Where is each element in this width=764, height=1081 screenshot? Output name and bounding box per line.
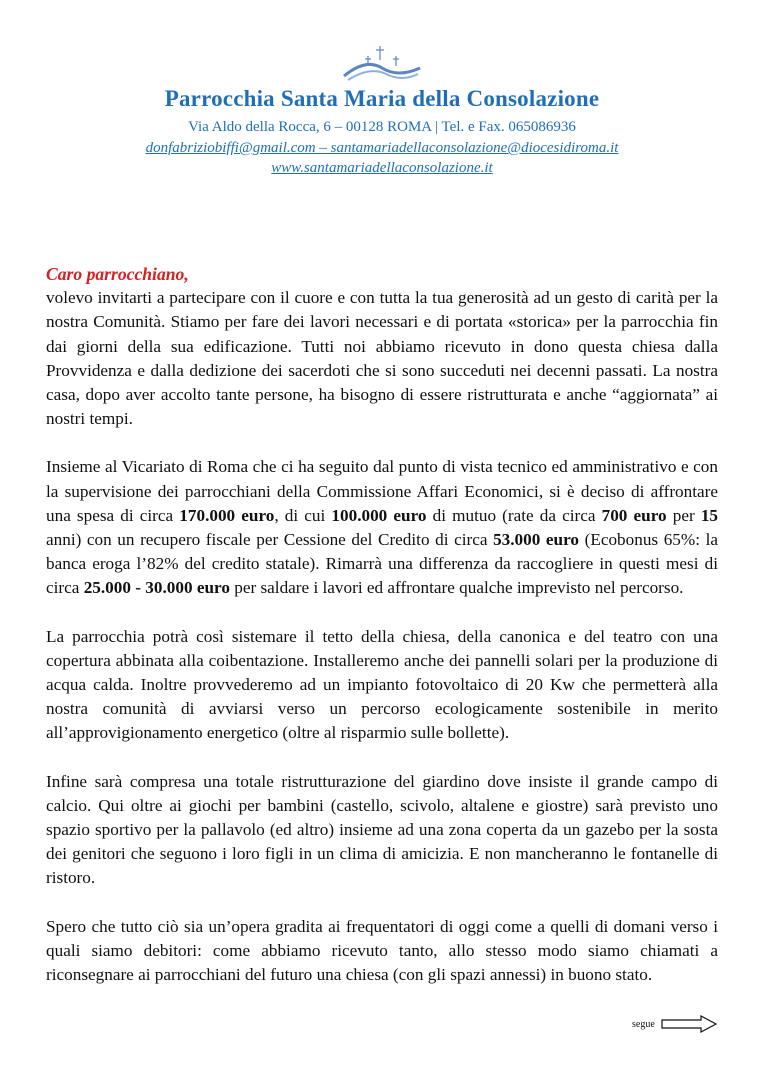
p2-text: per saldare i lavori ed affrontare qualche imprevisto nel percorso. (229, 578, 684, 598)
p2-text: anni) con un recupero fiscale per Cessione del Credito di circa (46, 530, 494, 550)
p2-bold: 700 euro (601, 505, 667, 525)
continue-indicator (632, 1015, 717, 1033)
p2-text: (Ecobonus 65%: la banca eroga l’82% del credito statale). Rimarrà una differenza da raccogliere in questi mesi di circa (46, 530, 718, 598)
paragraph-4: Infine sarà compresa una totale ristrutturazione del giardino dove insiste il grande campo di calcio. Qui oltre ai giochi per bambini (castello, scivolo, altalene e giostre) sarà previsto uno spazio sportivo per la pallavolo (ed altro) insieme ad una zona coperta da un gazebo per la sosta dei genitori che seguono i loro figli in un clima di amicizia. E non mancheranno le fontanelle di ristoro. (46, 771, 718, 888)
right-arrow-icon (661, 1015, 717, 1033)
p2-text: Insieme al Vicariato di Roma che ci ha seguito dal punto di vista tecnico ed amministrativo e con la supervisione dei parrocchiani della Commissione Affari Economici, si è deciso di affrontare una spesa di circa (46, 457, 718, 525)
letter-body (46, 262, 718, 1011)
website-link[interactable]: www.santamariadellaconsolazione.it (271, 160, 493, 176)
parish-logo-icon (336, 42, 428, 86)
parish-address: Via Aldo della Rocca, 6 – 00128 ROMA | Tel. e Fax. 065086936 (188, 119, 576, 135)
p2-text: , di cui (274, 505, 332, 525)
p2-bold: 25.000 - 30.000 euro (83, 578, 230, 598)
parish-title: Parrocchia Santa Maria della Consolazione (164, 86, 600, 111)
p2-bold: 15 (700, 505, 718, 525)
paragraph-2 (46, 455, 718, 600)
p2-bold: 53.000 euro (493, 530, 580, 550)
paragraph-5: Spero che tutto ciò sia un’opera gradita ai frequentatori di oggi come a quelli di domani verso i quali siamo debitori: come abbiamo ricevuto tanto, allo stesso modo siamo chiamati a riconsegnare ai parrocchiani del futuro una chiesa (con gli spazi annessi) in buono stato. (46, 916, 718, 985)
email-links[interactable]: donfabriziobiffi@gmail.com – santamariadellaconsolazione@diocesidiroma.it (145, 140, 619, 156)
paragraph-3: La parrocchia potrà così sistemare il tetto della chiesa, della canonica e del teatro con una copertura abbinata alla coibentazione. Installeremo anche dei pannelli solari per la produzione di acqua calda. Inoltre provvederemo ad un impianto fotovoltaico di 20 Kw che permetterà alla nostra comunità di avviarsi verso un percorso ecologicamente sostenibile in merito all’approvigionamento energetico (oltre al risparmio sulle bollette). (46, 626, 718, 743)
paragraph-1: volevo invitarti a partecipare con il cuore e con tutta la tua generosità ad un gesto di carità per la nostra Comunità. Stiamo per fare dei lavori necessari e di portata «storica» per la parrocchia fin dai giorni della sua edificazione. Tutti noi abbiamo ricevuto in dono questa chiesa dalla Provvidenza e dalla dedizione dei sacerdoti che si sono succeduti nei decenni passati. La nostra casa, dopo aver accolto tante persone, ha bisogno di essere ristrutturata e anche “aggiornata” ai nostri tempi. (46, 288, 718, 429)
p2-text: di mutuo (rate da circa (426, 505, 602, 525)
continue-label: segue (632, 1018, 655, 1030)
p2-bold: 100.000 euro (331, 505, 427, 525)
p2-text: per (666, 505, 701, 525)
greeting: Caro parrocchiano, (46, 264, 189, 284)
p2-bold: 170.000 euro (179, 505, 275, 525)
